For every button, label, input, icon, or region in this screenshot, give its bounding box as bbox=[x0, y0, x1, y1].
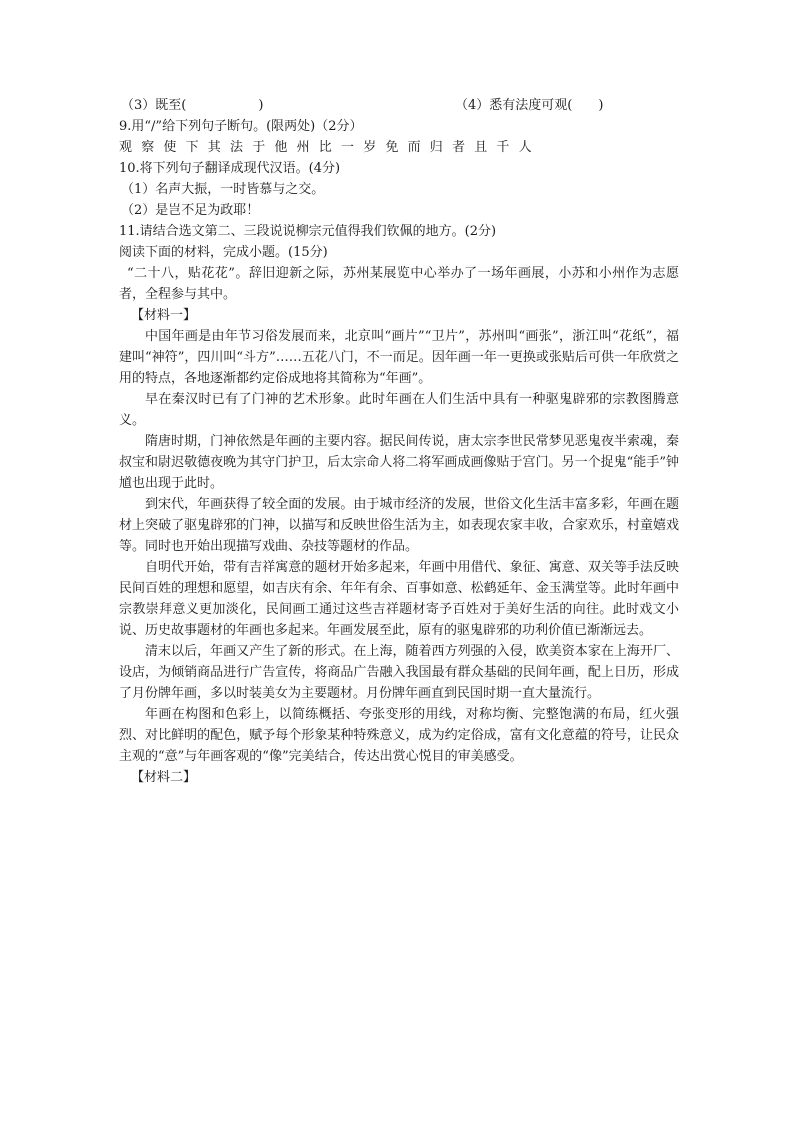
q10-sentence-1: （1）名声大振，一时皆慕与之交。 bbox=[121, 182, 325, 197]
material-paragraph: 年画在构图和色彩上，以简练概括、夸张变形的用线，对称均衡、完整饱满的布局，红火强烈、对比鲜明的配色，赋予每个形象某种特殊意义，成为约定俗成，富有文化意蕴的符号，让民众主观的“意”与年画客观的“像”完美结合，传达出赏心悦目的审美感受。 bbox=[119, 707, 679, 764]
material-1-heading: 【材料一】 bbox=[131, 308, 197, 323]
q11-prompt: 11.请结合选文第二、三段说说柳宗元值得我们钦佩的地方。(2分) bbox=[119, 224, 497, 239]
material-paragraph: 早在秦汉时已有了门神的艺术形象。此时年画在人们生活中具有一种驱鬼辟邪的宗教图腾意义。 bbox=[119, 392, 679, 428]
material-paragraph: 到宋代，年画获得了较全面的发展。由于城市经济的发展，世俗文化生活丰富多彩，年画在题材上突破了驱鬼辟邪的门神，以描写和反映世俗生活为主，如表现农家丰收，合家欢乐，村童嬉戏等。同时也开始出现描写戏曲、杂技等题材的作品。 bbox=[119, 497, 679, 554]
material-paragraph: 清末以后，年画又产生了新的形式。在上海，随着西方列强的入侵，欧美资本家在上海开厂、设店，为倾销商品进行广告宣传，将商品广告融入我国最有群众基础的民间年画，配上日历，形成了月份牌年画，多以时装美女为主要题材。月份牌年画直到民国时期一直大量流行。 bbox=[119, 644, 679, 701]
q9-sentence: 观察使下其法于他州比一岁免而归者且千人 bbox=[119, 140, 541, 155]
reading-intro: 阅读下面的材料，完成小题。(15分) bbox=[119, 245, 328, 260]
q8-item-4 bbox=[455, 95, 603, 116]
q10-sentence-2: （2）是岂不足为政耶！ bbox=[121, 203, 260, 218]
q10-prompt: 10.将下列句子翻译成现代汉语。(4分) bbox=[119, 161, 341, 176]
q8-item-3 bbox=[121, 95, 263, 116]
material-paragraph: 自明代开始，带有吉祥寓意的题材开始多起来，年画中用借代、象征、寓意、双关等手法反映民间百姓的理想和愿望，如吉庆有余、年年有余、百事如意、松鹤延年、金玉满堂等。此时年画中宗教崇拜意义更加淡化，民间画工通过这些吉祥题材寄予百姓对于美好生活的向往。此时戏文小说、历史故事题材的年画也多起来。年画发展至此，原有的驱鬼辟邪的功利价值已渐渐远去。 bbox=[119, 560, 679, 638]
q8-item-4-close: ) bbox=[598, 98, 604, 113]
q8-item-3-close: ) bbox=[258, 98, 264, 113]
q8-item-4-text: （4）悉有法度可观( bbox=[455, 98, 573, 113]
material-paragraph: 中国年画是由年节习俗发展而来，北京叫“画片”“卫片”，苏州叫“画张”，浙江叫“花纸”，福建叫“神符”，四川叫“斗方”……五花八门，不一而足。因年画一年一更换或张贴后可供一年欣赏之用的特点，各地逐渐都约定俗成地将其简称为“年画”。 bbox=[119, 329, 679, 386]
material-2-heading: 【材料二】 bbox=[131, 770, 197, 785]
q9-prompt: 9.用“/”给下列句子断句。(限两处)（2分） bbox=[119, 119, 363, 134]
reading-lead-paragraph: “二十八，贴花花”。辞旧迎新之际，苏州某展览中心举办了一场年画展，小苏和小州作为志愿者，全程参与其中。 bbox=[119, 266, 679, 302]
page-content bbox=[119, 95, 679, 788]
material-paragraph: 隋唐时期，门神依然是年画的主要内容。据民间传说，唐太宗李世民常梦见恶鬼夜半索魂，秦叔宝和尉迟敬德夜晚为其守门护卫，后太宗命人将二将军画成画像贴于宫门。另一个捉鬼“能手”钟馗也出现于此时。 bbox=[119, 434, 679, 491]
q8-items-row bbox=[119, 95, 679, 116]
q8-item-3-text: （3）既至( bbox=[121, 98, 187, 113]
